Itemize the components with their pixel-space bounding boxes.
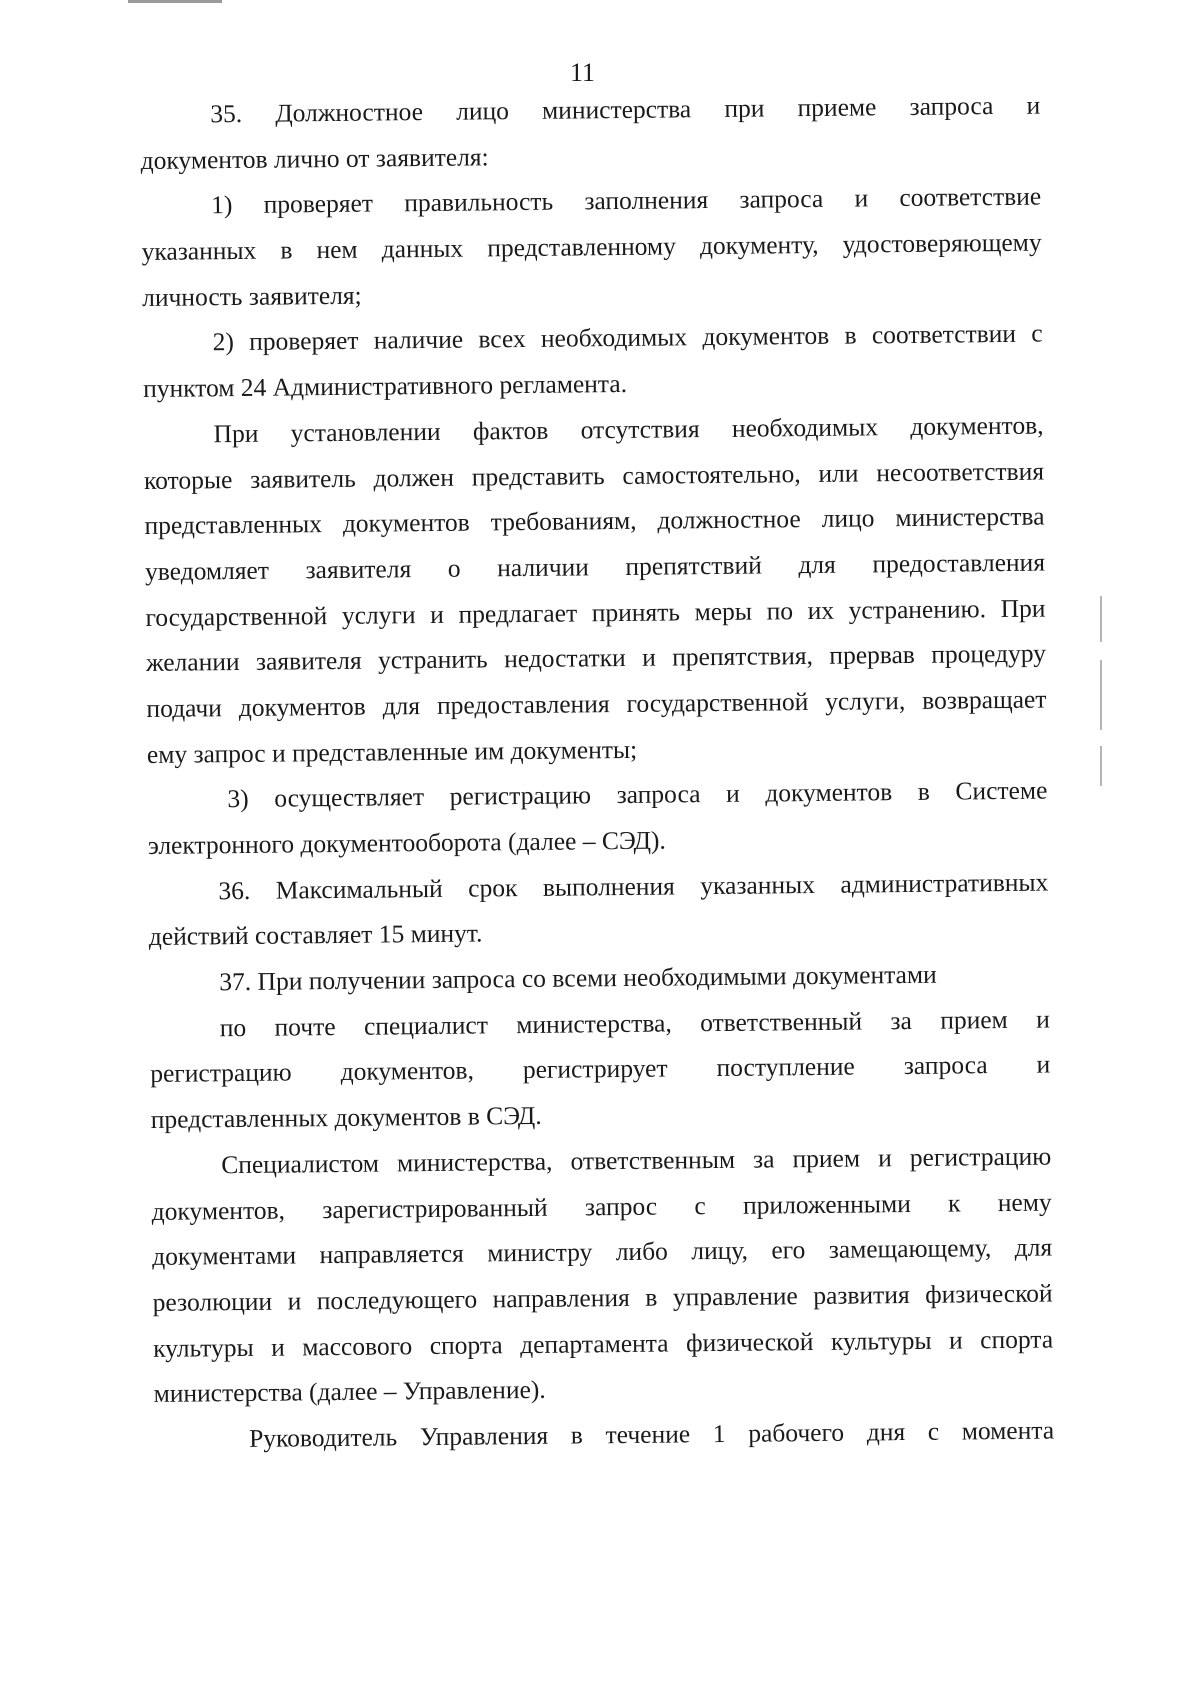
text-line: 36. Максимальный срок выполнения указанных административных	[218, 867, 1049, 905]
text-line: государственной услуги и предлагает принять меры по их устранению. При	[145, 593, 1046, 632]
scan-artifact-right	[1100, 660, 1102, 730]
text-line: пунктом 24 Административного регламента.	[142, 369, 628, 404]
text-line: Специалистом министерства, ответственным за прием и регистрацию	[221, 1141, 1052, 1180]
text-line: по почте специалист министерства, ответственный за прием и	[219, 1004, 1050, 1042]
text-line: документов, зарегистрированный запрос с приложенными к нему	[151, 1187, 1052, 1226]
text-line: электронного документооборота (далее – СЭД).	[147, 825, 666, 860]
text-line: 3) осуществляет регистрацию запроса и документов в Системе	[227, 775, 1048, 814]
text-line: представленных документов в СЭД.	[150, 1100, 542, 1135]
text-line: личность заявителя;	[141, 280, 362, 312]
text-line: Руководитель Управления в течение 1 рабочего дня с момента	[248, 1415, 1055, 1453]
scan-artifact-right	[1100, 596, 1102, 642]
text-line: министерства (далее – Управление).	[153, 1375, 546, 1409]
scan-artifact-right	[1100, 746, 1102, 786]
text-line: представленных документов требованиям, должностное лицо министерства	[144, 501, 1045, 541]
text-line: 37. При получении запроса со всеми необходимыми документами	[219, 959, 937, 997]
text-line: 1) проверяет правильность заполнения запроса и соответствие	[211, 181, 1042, 220]
text-line: действий составляет 15 минут.	[148, 918, 483, 952]
scan-artifact-top	[128, 0, 222, 3]
text-line: документов лично от заявителя:	[140, 142, 489, 175]
page-number: 11	[569, 58, 596, 87]
document-body	[140, 83, 1054, 1463]
text-line: 35. Должностное лицо министерства при приеме запроса и	[210, 90, 1041, 129]
text-line: которые заявитель должен представить самостоятельно, или несоответствия	[143, 456, 1045, 495]
text-line: регистрацию документов, регистрирует поступление запроса и	[150, 1049, 1051, 1089]
text-line: уведомляет заявителя о наличии препятствий для предоставления	[144, 547, 1046, 586]
text-line: указанных в нем данных представленному документу, удостоверяющему	[141, 227, 1042, 267]
text-line: резолюции и последующего направления в управление развития физической	[152, 1278, 1053, 1317]
text-line: желании заявителя устранить недостатки и препятствия, прервав процедуру	[145, 638, 1047, 678]
text-line: ему запрос и представленные им документы;	[146, 734, 638, 769]
text-line: культуры и массового спорта департамента физической культуры и спорта	[153, 1324, 1054, 1363]
text-line: При установлении фактов отсутствия необходимых документов,	[213, 410, 1044, 449]
text-line: 2) проверяет наличие всех необходимых документов в соответствии с	[212, 318, 1043, 357]
text-line: подачи документов для предоставления государственной услуги, возвращает	[146, 684, 1047, 723]
text-line: документами направляется министру либо лицу, его замещающему, для	[152, 1232, 1053, 1272]
